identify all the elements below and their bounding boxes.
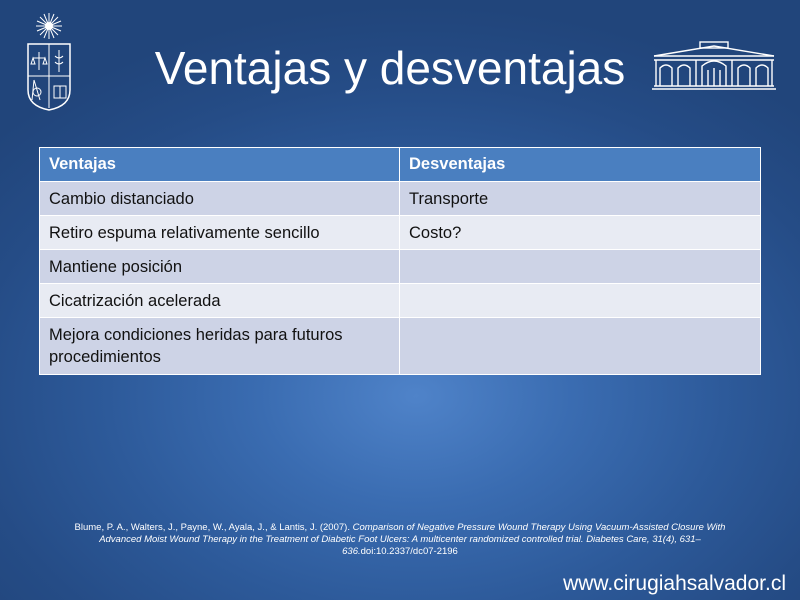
cell-ventaja: Mejora condiciones heridas para futuros procedimientos xyxy=(40,318,400,375)
citation-title: Comparison of Negative Pressure Wound Therapy Using Vacuum-Assisted Closure With Advanced Moist Wound Therapy in the Treatment of Diabetic Foot Ulcers: A multicenter randomized controlled trial. Diabetes Care, 31(4), 631–636. xyxy=(99,522,726,557)
cell-desventaja: Transporte xyxy=(400,182,761,216)
cell-ventaja: Cambio distanciado xyxy=(40,182,400,216)
slide-title xyxy=(0,38,800,98)
header-ventajas: Ventajas xyxy=(40,148,400,182)
citation-doi: doi:10.2337/dc07-2196 xyxy=(360,546,458,557)
cell-ventaja: Cicatrización acelerada xyxy=(40,284,400,318)
comparison-table xyxy=(39,147,761,375)
cell-desventaja xyxy=(400,284,761,318)
table-row xyxy=(40,250,761,284)
table-header-row xyxy=(40,148,761,182)
cell-desventaja xyxy=(400,318,761,375)
table-row xyxy=(40,182,761,216)
table-row xyxy=(40,318,761,375)
header-desventajas: Desventajas xyxy=(400,148,761,182)
citation-authors: Blume, P. A., Walters, J., Payne, W., Ayala, J., & Lantis, J. (2007). xyxy=(74,522,353,533)
cell-desventaja: Costo? xyxy=(400,216,761,250)
slide-title-text: Ventajas y desventajas xyxy=(154,42,626,94)
cell-desventaja xyxy=(400,250,761,284)
website-url: www.cirugiahsalvador.cl xyxy=(563,572,786,595)
cell-ventaja: Mantiene posición xyxy=(40,250,400,284)
table-row xyxy=(40,216,761,250)
table-row xyxy=(40,284,761,318)
reference-citation xyxy=(60,522,740,558)
cell-ventaja: Retiro espuma relativamente sencillo xyxy=(40,216,400,250)
